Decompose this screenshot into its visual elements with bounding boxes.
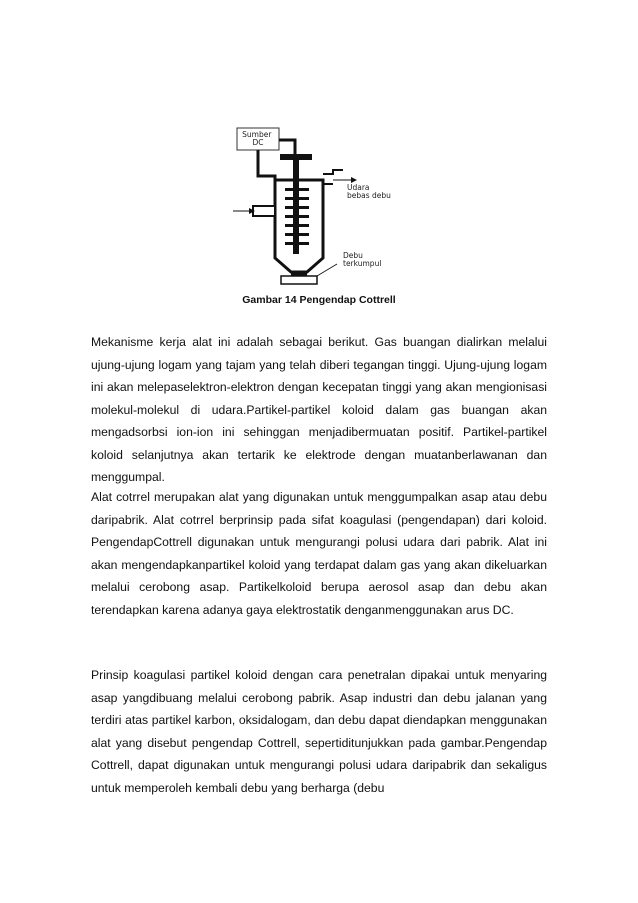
clean-air-label (347, 183, 391, 200)
dust-label-line1: Debu (343, 251, 363, 260)
air-label-line2: bebas debu (347, 191, 391, 200)
paragraph-mechanism: Mekanisme kerja alat ini adalah sebagai berikut. Gas buangan dialirkan melalui ujung-ujung logam yang tajam yang telah diberi tegangan tinggi. Ujung-ujung logam ini akan melepaselektron-elektron dengan kecepatan tinggi yang akan mengionisasi molekul-molekul di udara.Partikel-partikel koloid dalam gas buangan akan mengadsorbsi ion-ion ini sehinggan menjadibermuatan positif. Partikel-partikel koloid selanjutnya akan tertarik ke elektrode dengan muatanberlawanan dan menggumpal. (91, 335, 547, 484)
dust-label (343, 251, 381, 268)
paragraph-coagulation-principle: Prinsip koagulasi partikel koloid dengan cara penetralan dipakai untuk menyaring asap yangdibuang melalui cerobong pabrik. Asap industri dan debu jalanan yang terdiri atas partikel karbon, oksidalogam, dan debu dapat diendapkan menggunakan alat yang disebut pengendap Cottrell, sepertiditunjukkan pada gambar.Pengendap Cottrell, dapat digunakan untuk mengurangi polusi udara daripabrik dan sekaligus untuk memperoleh kembali debu yang berharga (debu (91, 668, 547, 795)
power-label-line2: DC (252, 138, 264, 147)
paragraph-cottrell-tool: Alat cotrrel merupakan alat yang digunakan untuk menggumpalkan asap atau debu daripabrik. Alat cotrrel berprinsip pada sifat koagulasi (pengendapan) dari koloid. PengendapCottrell digunakan untuk mengurangi polusi udara dari pabrik. Alat ini akan mengendapkanpartikel koloid yang terdapat dalam gas yang akan dikeluarkan melalui cerobong asap. Partikelkoloid berupa aerosol asap dan debu akan terendapkan karena adanya gaya elektrostatik denganmenggunakan arus DC. (91, 490, 547, 617)
power-label-line1: Sumber (242, 130, 272, 139)
cottrell-diagram (225, 118, 415, 290)
air-label-line1: Udara (347, 183, 370, 192)
figure-caption: Gambar 14 Pengendap Cottrell (242, 294, 396, 306)
dust-label-line2: terkumpul (343, 259, 382, 268)
